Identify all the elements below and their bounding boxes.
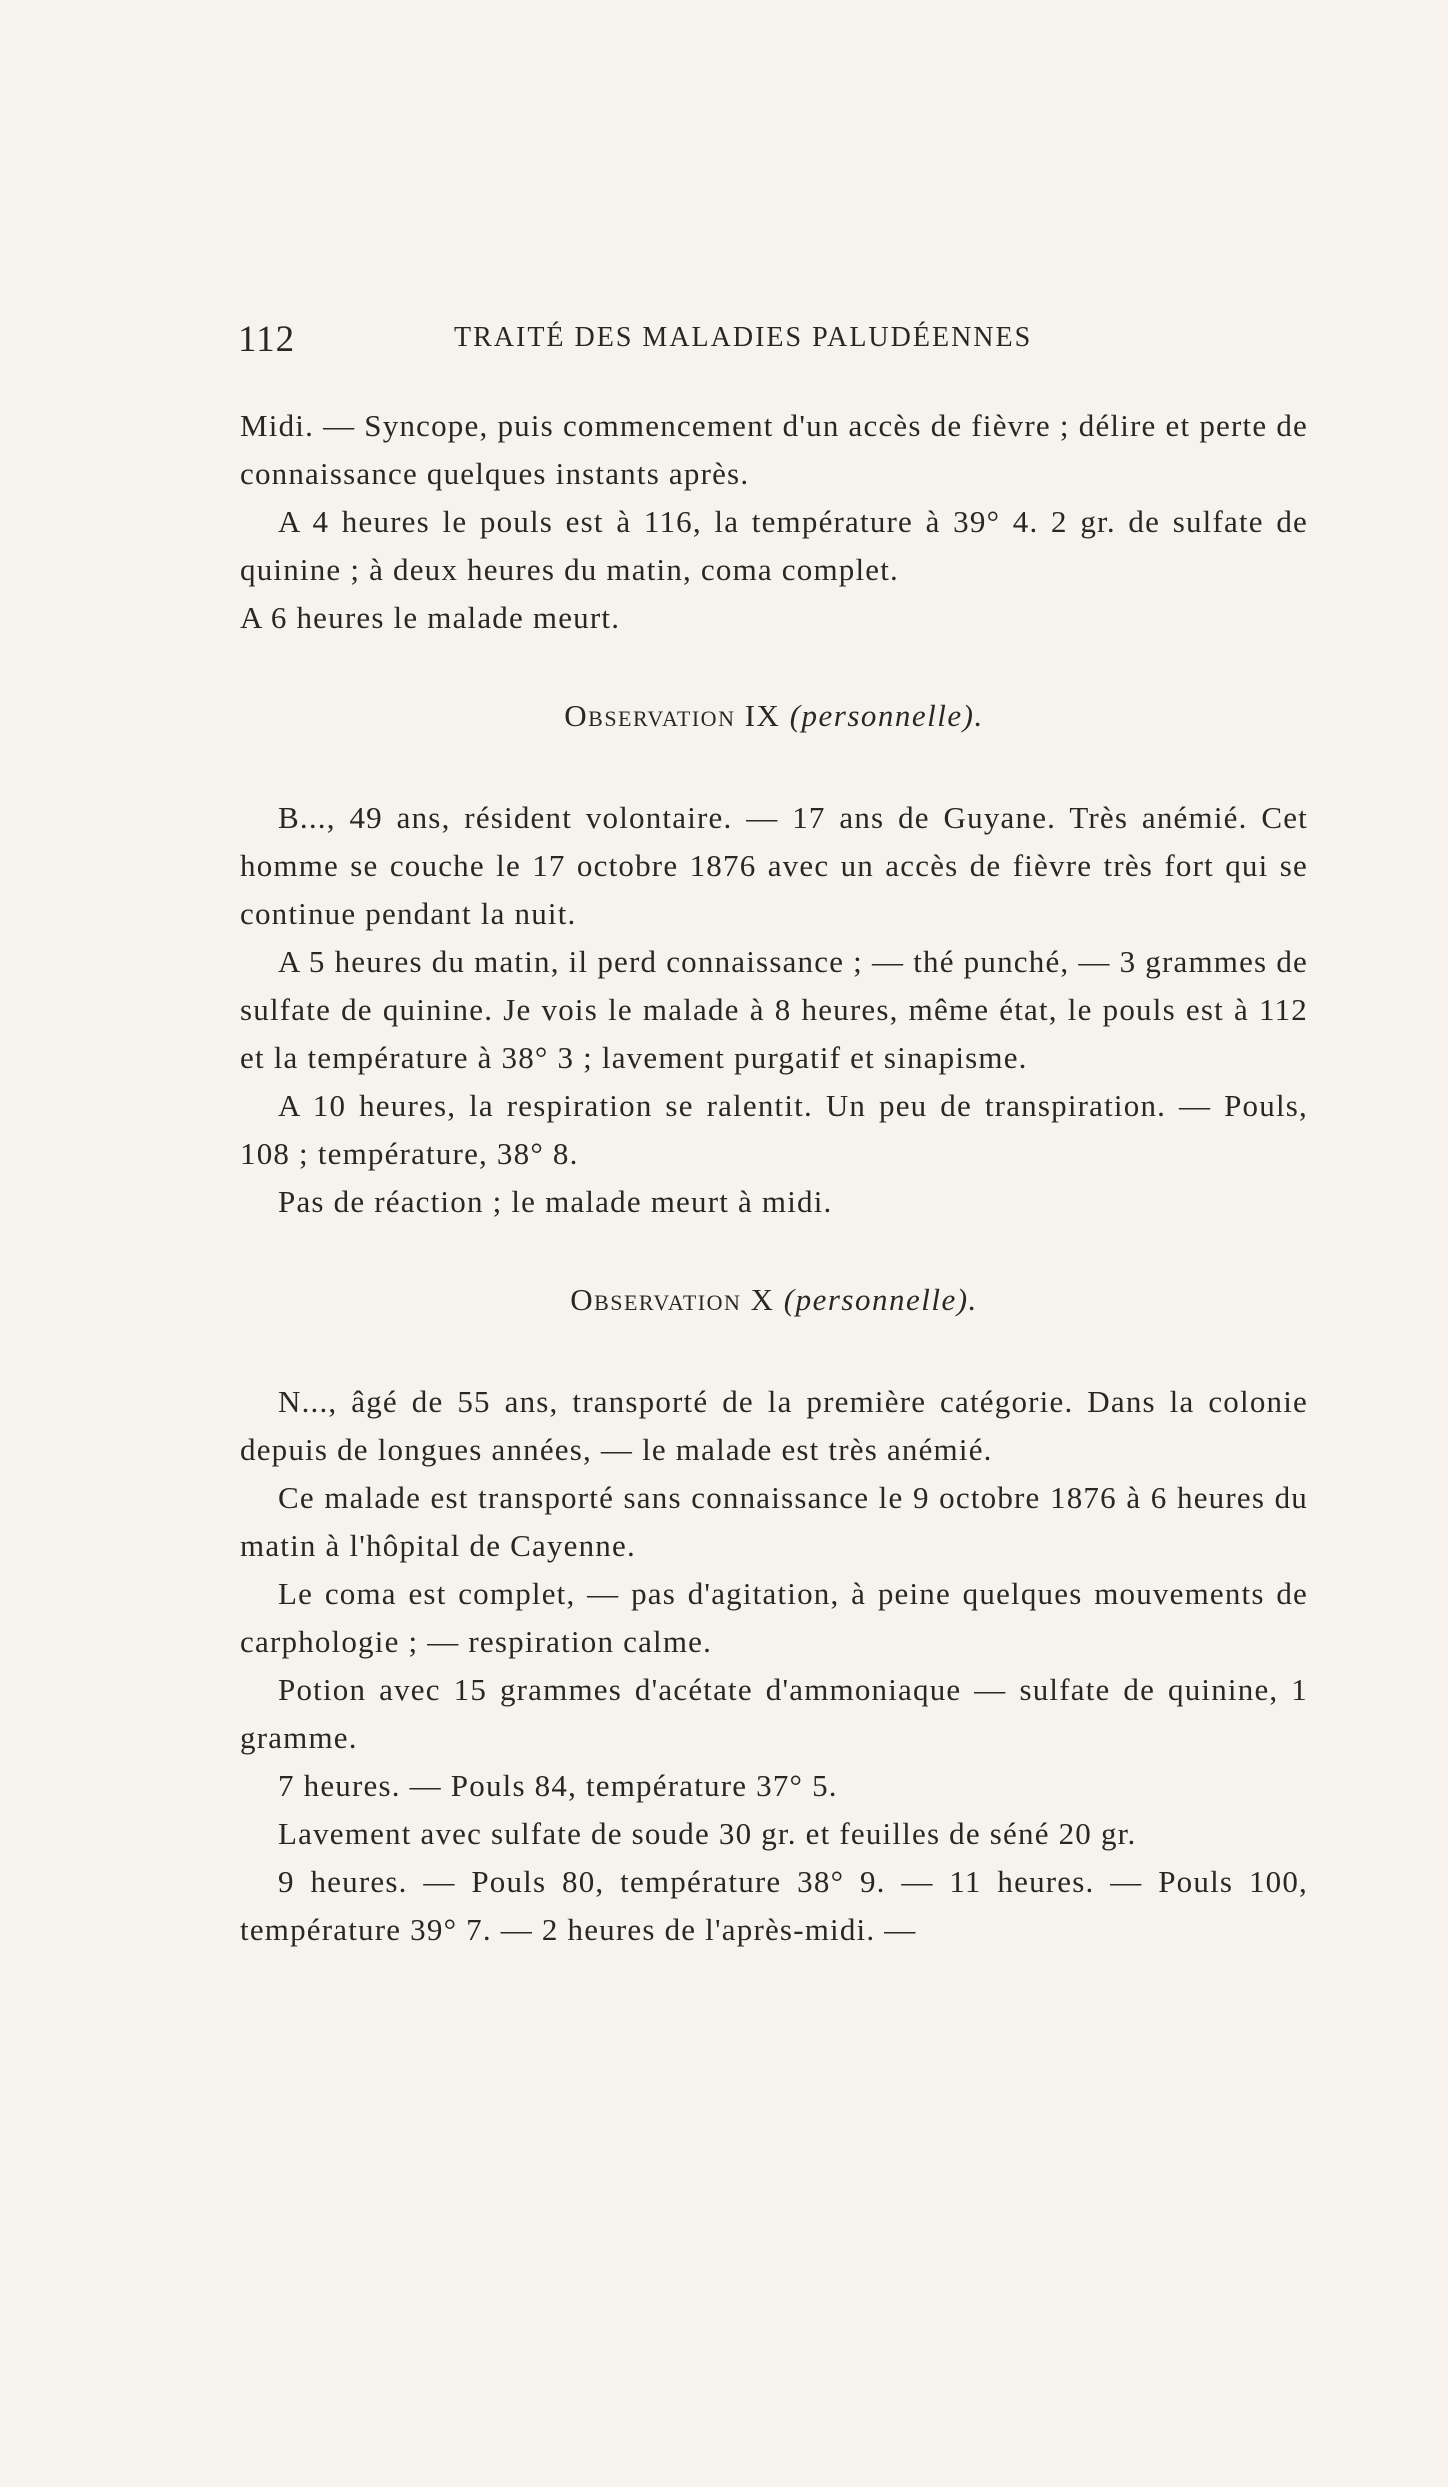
heading-word: Observation <box>564 698 736 733</box>
paragraph: A 10 heures, la respiration se ralentit. Un peu de transpiration. — Pouls, 108 ; température, 38° 8. <box>240 1088 1308 1171</box>
paragraph: Ce malade est transporté sans connaissance le 9 octobre 1876 à 6 heures du matin à l'hôpital de Cayenne. <box>240 1480 1308 1563</box>
paragraph: B..., 49 ans, résident volontaire. — 17 ans de Guyane. Très anémié. Cet homme se couche le 17 octobre 1876 avec un accès de fièvre très fort qui se continue pendant la nuit. <box>240 800 1308 931</box>
heading-number: IX <box>744 698 781 733</box>
heading-number: X <box>750 1282 775 1317</box>
paragraph: N..., âgé de 55 ans, transporté de la première catégorie. Dans la colonie depuis de longues années, — le malade est très anémié. <box>240 1384 1308 1467</box>
paragraph: 7 heures. — Pouls 84, température 37° 5. <box>278 1768 838 1803</box>
page-number: 112 <box>238 319 296 360</box>
paragraph: Potion avec 15 grammes d'acétate d'ammoniaque — sulfate de quinine, 1 gramme. <box>240 1672 1308 1755</box>
paragraph: A 6 heures le malade meurt. <box>240 600 621 635</box>
paragraph: Le coma est complet, — pas d'agitation, à peine quelques mouvements de carphologie ; — respiration calme. <box>240 1576 1308 1659</box>
body-text <box>240 402 1308 1954</box>
paragraph: A 4 heures le pouls est à 116, la température à 39° 4. 2 gr. de sulfate de quinine ; à deux heures du matin, coma complet. <box>240 504 1308 587</box>
observation-ix-heading <box>240 692 1308 740</box>
running-head <box>238 318 1308 368</box>
heading-note: (personnelle). <box>783 1282 978 1317</box>
paragraph: Pas de réaction ; le malade meurt à midi. <box>278 1184 833 1219</box>
heading-note: (personnelle). <box>789 698 984 733</box>
paragraph: Midi. — Syncope, puis commencement d'un accès de fièvre ; délire et perte de connaissance quelques instants après. <box>240 408 1308 491</box>
paragraph: Lavement avec sulfate de soude 30 gr. et feuilles de séné 20 gr. <box>278 1816 1137 1851</box>
paragraph: A 5 heures du matin, il perd connaissance ; — thé punché, — 3 grammes de sulfate de quinine. Je vois le malade à 8 heures, même état, le pouls est à 112 et la température à 38° 3 ; lavement purgatif et sinapisme. <box>240 944 1308 1075</box>
observation-x-heading <box>240 1276 1308 1324</box>
paragraph: 9 heures. — Pouls 80, température 38° 9. — 11 heures. — Pouls 100, température 39° 7. — 2 heures de l'après-midi. — <box>240 1864 1308 1947</box>
running-title: TRAITÉ DES MALADIES PALUDÉENNES <box>454 322 1033 353</box>
heading-word: Observation <box>570 1282 742 1317</box>
